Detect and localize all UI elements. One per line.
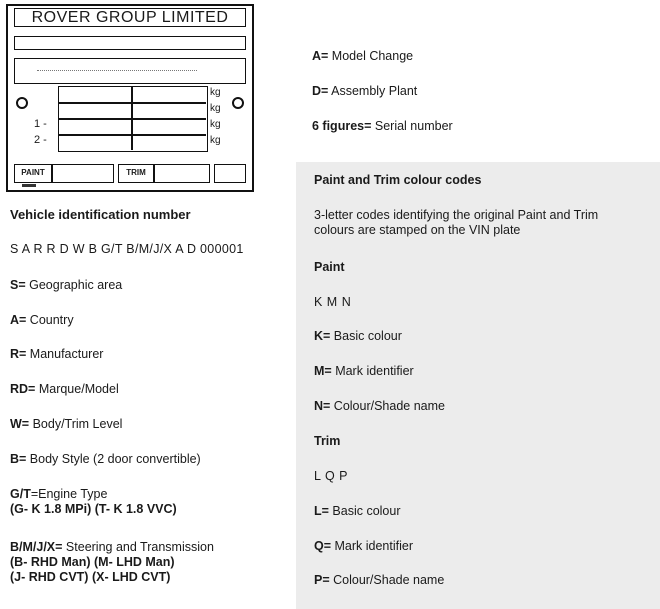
extra-code-box — [214, 164, 246, 183]
kg-unit-2: kg — [210, 103, 221, 114]
vin-item-serial-number: 6 figures= Serial number — [312, 119, 453, 133]
vin-item-manufacturer: R= Manufacturer — [10, 347, 104, 361]
steering-options-1: (B- RHD Man) (M- LHD Man) — [10, 555, 175, 569]
axle-row-label-1: 1 - — [34, 118, 47, 130]
vin-item-geographic-area: S= Geographic area — [10, 278, 123, 292]
right-mounting-hole-icon — [232, 97, 244, 109]
trim-code-example: L Q P — [314, 469, 348, 483]
plate-vin-bar — [14, 36, 246, 50]
vin-heading: Vehicle identification number — [10, 207, 191, 222]
vin-item-body-style: B= Body Style (2 door convertible) — [10, 452, 201, 466]
vin-plate-illustration — [6, 4, 254, 192]
paint-item-mark-identifier: M= Mark identifier — [314, 364, 414, 378]
trim-item-colour-shade: P= Colour/Shade name — [314, 573, 445, 587]
plate-model-bar — [14, 58, 246, 84]
vin-item-assembly-plant: D= Assembly Plant — [312, 84, 418, 98]
vin-item-country: A= Country — [10, 313, 74, 327]
trim-code-box — [154, 164, 210, 183]
paint-item-colour-shade: N= Colour/Shade name — [314, 399, 445, 413]
paint-item-basic-colour: K= Basic colour — [314, 329, 402, 343]
kg-unit-4: kg — [210, 135, 221, 146]
kg-unit-1: kg — [210, 87, 221, 98]
paint-trim-intro-line1: 3-letter codes identifying the original Paint and Trim — [314, 208, 599, 222]
kg-unit-3: kg — [210, 119, 221, 130]
trim-item-mark-identifier: Q= Mark identifier — [314, 539, 414, 553]
vin-item-body-trim: W= Body/Trim Level — [10, 417, 123, 431]
vin-example: S A R R D W B G/T B/M/J/X A D 000001 — [10, 242, 244, 256]
paint-heading: Paint — [314, 260, 345, 274]
vin-item-marque-model: RD= Marque/Model — [10, 382, 119, 396]
paint-code-box — [52, 164, 114, 183]
vin-item-steering-transmission: B/M/J/X= Steering and Transmission — [10, 540, 214, 554]
plate-title: ROVER GROUP LIMITED — [14, 8, 246, 27]
plate-faded-text — [37, 70, 197, 72]
paint-tag: PAINT — [14, 164, 52, 183]
trim-heading: Trim — [314, 434, 341, 448]
plate-small-mark — [22, 184, 36, 187]
engine-type-options: (G- K 1.8 MPi) (T- K 1.8 VVC) — [10, 502, 177, 516]
paint-trim-section-title: Paint and Trim colour codes — [314, 173, 482, 187]
trim-item-basic-colour: L= Basic colour — [314, 504, 401, 518]
vin-item-model-change: A= Model Change — [312, 49, 414, 63]
weight-grid — [58, 86, 208, 152]
steering-options-2: (J- RHD CVT) (X- LHD CVT) — [10, 570, 171, 584]
paint-trim-intro-line2: colours are stamped on the VIN plate — [314, 223, 521, 237]
left-mounting-hole-icon — [16, 97, 28, 109]
trim-tag: TRIM — [118, 164, 154, 183]
paint-code-example: K M N — [314, 295, 352, 309]
vin-item-engine-type: G/T=Engine Type — [10, 487, 108, 501]
axle-row-label-2: 2 - — [34, 134, 47, 146]
